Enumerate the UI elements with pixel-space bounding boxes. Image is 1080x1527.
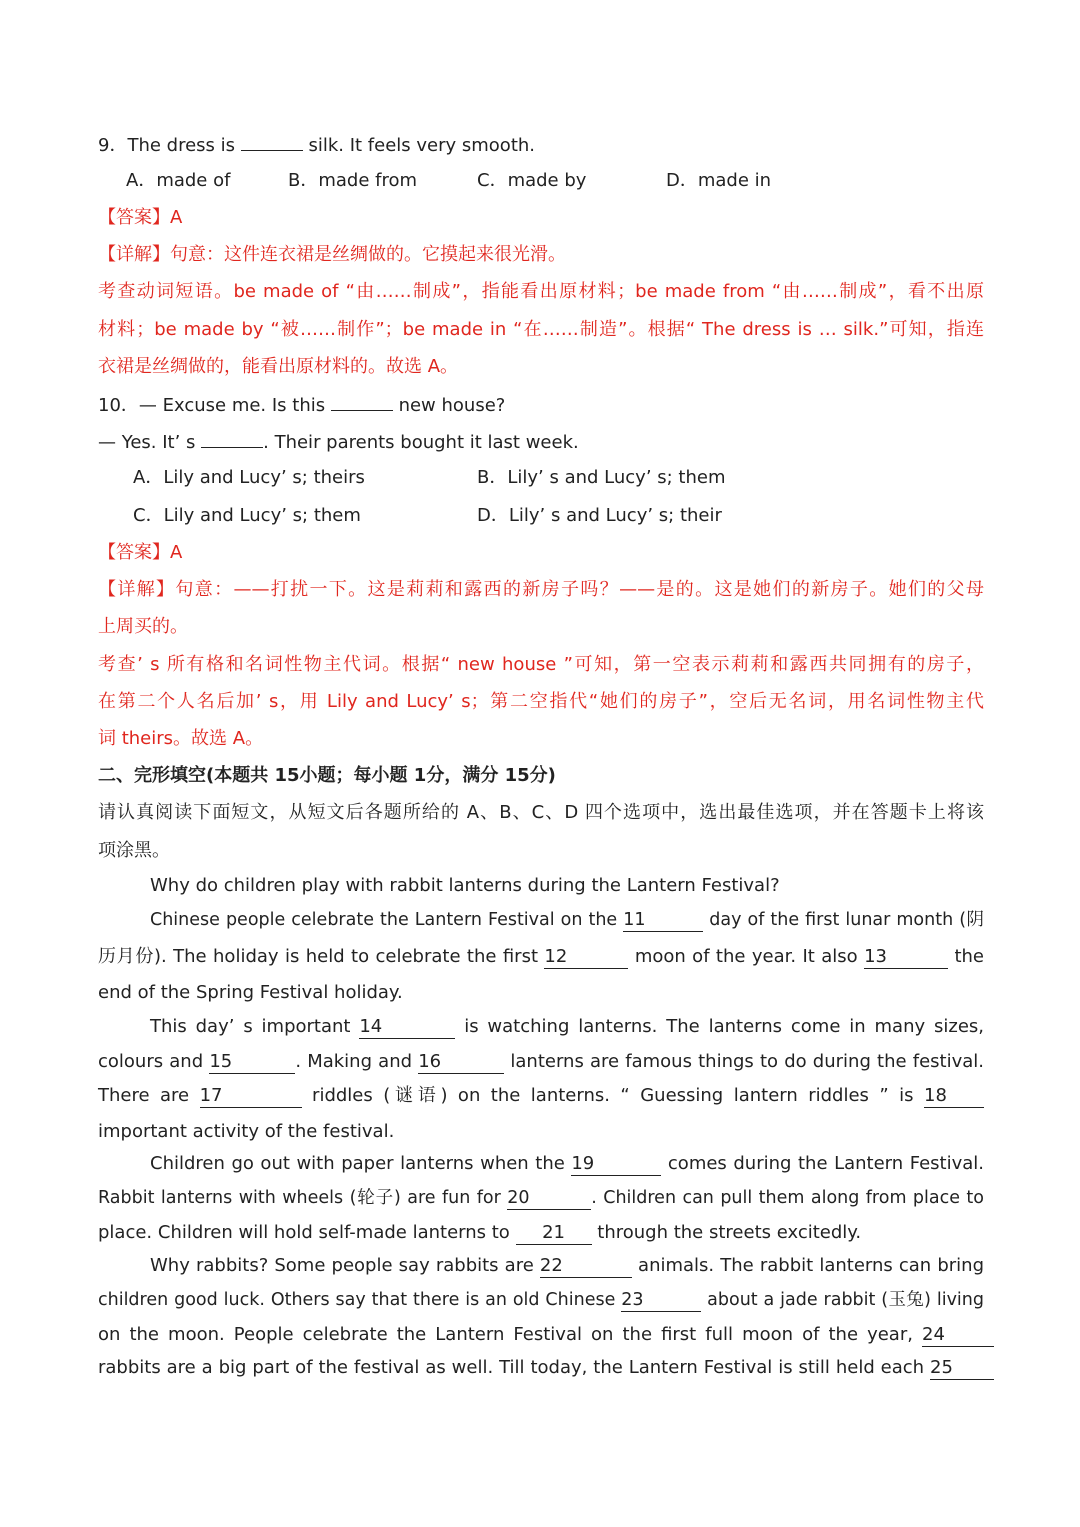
passage-line: 历月份). The holiday is held to celebrate the first 12 moon of the year. It also 13 the (98, 946, 984, 967)
q9-option-a: A．made of (126, 170, 231, 191)
blank-14: 14 (359, 1016, 455, 1039)
passage-line: important activity of the festival. (98, 1121, 395, 1142)
blank-15: 15 (209, 1051, 295, 1074)
q10-blank-2 (201, 429, 263, 448)
q10-stem-1: 10．— Excuse me. Is this new house? (98, 392, 984, 418)
passage-line: on the moon. People celebrate the Lantern Festival on the first full moon of the year, 24 (98, 1323, 994, 1347)
passage-line: There are 17 riddles (谜语) on the lanterns. “ Guessing lantern riddles ” is 18 (98, 1084, 984, 1108)
section-instruction-line-2: 项涂黑。 (98, 840, 170, 861)
q10-answer: 【答案】A (98, 542, 183, 563)
passage-line: Why rabbits? Some people say rabbits are 22 animals. The rabbit lanterns can bring (150, 1255, 984, 1276)
q10-explain-line-3: 考查’ s 所有格和名词性物主代词。根据“ new house ”可知，第一空表示莉莉和露西共同拥有的房子， (98, 654, 984, 675)
blank-18: 18 (924, 1085, 984, 1108)
passage-line: This day’ s important 14 is watching lanterns. The lanterns come in many sizes, (150, 1016, 984, 1037)
blank-19: 19 (571, 1153, 661, 1176)
q9-explain-line-1: 【详解】句意：这件连衣裙是丝绸做的。它摸起来很光滑。 (98, 244, 566, 265)
blank-22: 22 (540, 1255, 632, 1278)
q9-option-c: C．made by (477, 170, 587, 191)
q10-option-c: C．Lily and Lucy’ s; them (133, 505, 361, 526)
blank-11: 11 (623, 909, 703, 932)
blank-13: 13 (864, 946, 948, 969)
q10-explain-line-5: 词 theirs。故选 A。 (98, 728, 264, 749)
passage-line: Children go out with paper lanterns when the 19 comes during the Lantern Festival. (150, 1153, 984, 1174)
q9-answer: 【答案】A (98, 207, 183, 228)
blank-16: 16 (418, 1051, 504, 1074)
q10-option-b: B．Lily’ s and Lucy’ s; them (477, 467, 726, 488)
passage-line: place. Children will hold self-made lanterns to 21 through the streets excitedly. (98, 1222, 862, 1243)
section-heading: 二、完形填空(本题共 15小题；每小题 1分，满分 15分) (98, 765, 556, 786)
passage-line: Rabbit lanterns with wheels (轮子) are fun for 20 . Children can pull them along from place to (98, 1188, 985, 1208)
blank-21: 21 (516, 1222, 592, 1245)
passage-line: Chinese people celebrate the Lantern Festival on the 11 day of the first lunar month (阴 (150, 910, 984, 930)
blank-12: 12 (544, 946, 628, 969)
blank-25: 25 (930, 1357, 994, 1380)
passage-line: rabbits are a big part of the festival as well. Till today, the Lantern Festival is still held each 25 (98, 1356, 994, 1380)
q9-option-d: D．made in (666, 170, 772, 191)
passage-line: end of the Spring Festival holiday. (98, 982, 403, 1003)
q10-explain-line-1: 【详解】句意：——打扰一下。这是莉莉和露西的新房子吗？——是的。这是她们的新房子。她们的父母 (98, 579, 984, 600)
q9-option-b: B．made from (288, 170, 418, 191)
passage-line: children good luck. Others say that there is an old Chinese 23 about a jade rabbit (玉兔) living (98, 1290, 984, 1310)
q10-stem-2: — Yes. It’ s . Their parents bought it last week. (98, 429, 984, 455)
q10-blank-1 (331, 392, 393, 411)
q9-explain-line-4: 衣裙是丝绸做的，能看出原材料的。故选 A。 (98, 356, 459, 377)
q10-explain-line-2: 上周买的。 (98, 616, 188, 637)
q9-blank (241, 132, 303, 151)
q9-stem: 9．The dress is silk. It feels very smooth. (98, 132, 984, 158)
blank-24: 24 (922, 1324, 994, 1347)
q9-explain-line-2: 考查动词短语。be made of “由……制成”，指能看出原材料；be made from “由……制成”，看不出原 (98, 281, 984, 302)
q9-explain-line-3: 材料；be made by “被……制作”；be made in “在……制造”。根据“ The dress is … silk.”可知，指连 (98, 319, 984, 340)
q10-explain-line-4: 在第二个人名后加’ s，用 Lily and Lucy’ s；第二空指代“她们的房子”，空后无名词，用名词性物主代 (98, 691, 984, 712)
q10-option-a: A．Lily and Lucy’ s; theirs (133, 467, 365, 488)
q10-option-d: D．Lily’ s and Lucy’ s; their (477, 505, 722, 526)
section-instruction-line-1: 请认真阅读下面短文，从短文后各题所给的 A、B、C、D 四个选项中，选出最佳选项，并在答题卡上将该 (98, 802, 984, 823)
passage-title: Why do children play with rabbit lanterns during the Lantern Festival? (150, 875, 780, 896)
blank-20: 20 (507, 1187, 591, 1210)
blank-17: 17 (200, 1085, 302, 1108)
passage-line: colours and 15 . Making and 16 lanterns are famous things to do during the festival. (98, 1051, 985, 1072)
blank-23: 23 (621, 1289, 701, 1312)
